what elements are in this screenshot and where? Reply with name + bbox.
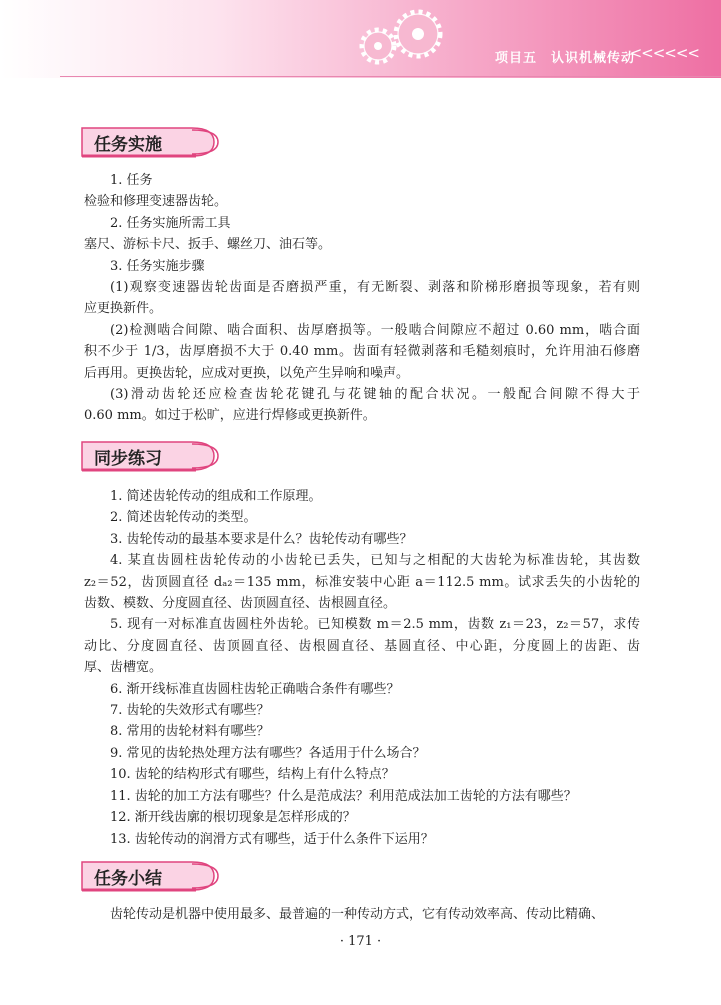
exercise-item: 13. 齿轮传动的润滑方式有哪些，适于什么条件下运用？ xyxy=(110,831,434,847)
exercise-item: 7. 齿轮的失效形式有哪些？ xyxy=(110,703,270,719)
section-heading-text: 同步练习 xyxy=(94,449,162,469)
exercise-item-continued: 厚、齿槽宽。 xyxy=(84,660,163,676)
section-heading-task-implementation xyxy=(80,124,220,160)
chapter-title: 项目五 认识机械传动 xyxy=(494,51,635,66)
section-heading-summary xyxy=(80,858,220,894)
paragraph-line: 后再用。更换齿轮，应成对更换，以免产生异响和噪声。 xyxy=(84,365,410,381)
chevrons-decoration: <<<<<< xyxy=(629,44,699,62)
exercise-item-continued: 齿数、模数、分度圆直径、齿顶圆直径、齿根圆直径。 xyxy=(84,596,397,612)
exercise-item: 11. 齿轮的加工方法有哪些？什么是范成法？利用范成法加工齿轮的方法有哪些？ xyxy=(110,788,577,804)
exercise-item: 12. 渐开线齿廓的根切现象是怎样形成的？ xyxy=(110,810,356,826)
gears-decoration-icon xyxy=(348,4,458,70)
exercise-item: 5. 现有一对标准直齿圆柱外齿轮。已知模数 m＝2.5 mm，齿数 z₁＝23，z₂＝57，求传 xyxy=(110,617,640,633)
paragraph-line: (2)检测啮合间隙、啮合面积、齿厚磨损等。一般啮合间隙应不超过 0.60 mm，啮合面 xyxy=(110,322,640,338)
section2-body xyxy=(84,486,640,850)
page-number: · 171 · xyxy=(339,934,382,949)
section1-body xyxy=(84,170,640,427)
paragraph-line: 塞尺、游标卡尺、扳手、螺丝刀、油石等。 xyxy=(84,237,332,253)
paragraph-line: 齿轮传动是机器中使用最多、最普遍的一种传动方式，它有传动效率高、传动比精确、 xyxy=(110,907,605,922)
paragraph-line: (3)滑动齿轮还应检查齿轮花键孔与花键轴的配合状况。一般配合间隙不得大于 xyxy=(110,387,640,403)
exercise-item: 10. 齿轮的结构形式有哪些，结构上有什么特点？ xyxy=(110,767,395,783)
section3-body xyxy=(84,904,640,925)
section-heading-text: 任务小结 xyxy=(94,869,162,889)
exercise-item: 3. 齿轮传动的最基本要求是什么？齿轮传动有哪些？ xyxy=(110,531,413,547)
paragraph-line: (1)观察变速器齿轮齿面是否磨损严重，有无断裂、剥落和阶梯形磨损等现象，若有则 xyxy=(110,280,640,296)
exercise-item: 8. 常用的齿轮材料有哪些？ xyxy=(110,724,270,740)
list-item-heading: 1. 任务 xyxy=(110,173,153,188)
list-item-heading: 2. 任务实施所需工具 xyxy=(110,215,231,231)
exercise-item: 6. 渐开线标准直齿圆柱齿轮正确啮合条件有哪些？ xyxy=(110,681,400,697)
exercise-item-continued: z₂＝52，齿顶圆直径 dₐ₂＝135 mm，标准安装中心距 a＝112.5 mm。试求丢失的小齿轮的 xyxy=(84,574,640,590)
header-divider xyxy=(60,76,721,77)
exercise-item: 4. 某直齿圆柱齿轮传动的小齿轮已丢失，已知与之相配的大齿轮为标准齿轮，其齿数 xyxy=(110,553,640,569)
paragraph-line: 检验和修理变速器齿轮。 xyxy=(84,194,228,210)
exercise-item-continued: 动比、分度圆直径、齿顶圆直径、齿根圆直径、基圆直径、中心距，分度圆上的齿距、齿 xyxy=(84,638,640,654)
exercise-item: 9. 常见的齿轮热处理方法有哪些？各适用于什么场合？ xyxy=(110,745,426,761)
section-heading-practice xyxy=(80,438,220,474)
exercise-item: 2. 简述齿轮传动的类型。 xyxy=(110,510,257,526)
paragraph-line: 0.60 mm。如过于松旷，应进行焊修或更换新件。 xyxy=(84,408,376,424)
exercise-item: 1. 简述齿轮传动的组成和工作原理。 xyxy=(110,489,322,504)
paragraph-line: 应更换新件。 xyxy=(84,301,163,317)
list-item-heading: 3. 任务实施步骤 xyxy=(110,258,205,274)
paragraph-line: 积不少于 1/3，齿厚磨损不大于 0.40 mm。齿面有轻微剥落和毛糙刻痕时，允许用油石修磨 xyxy=(84,344,640,360)
section-heading-text: 任务实施 xyxy=(94,135,162,155)
